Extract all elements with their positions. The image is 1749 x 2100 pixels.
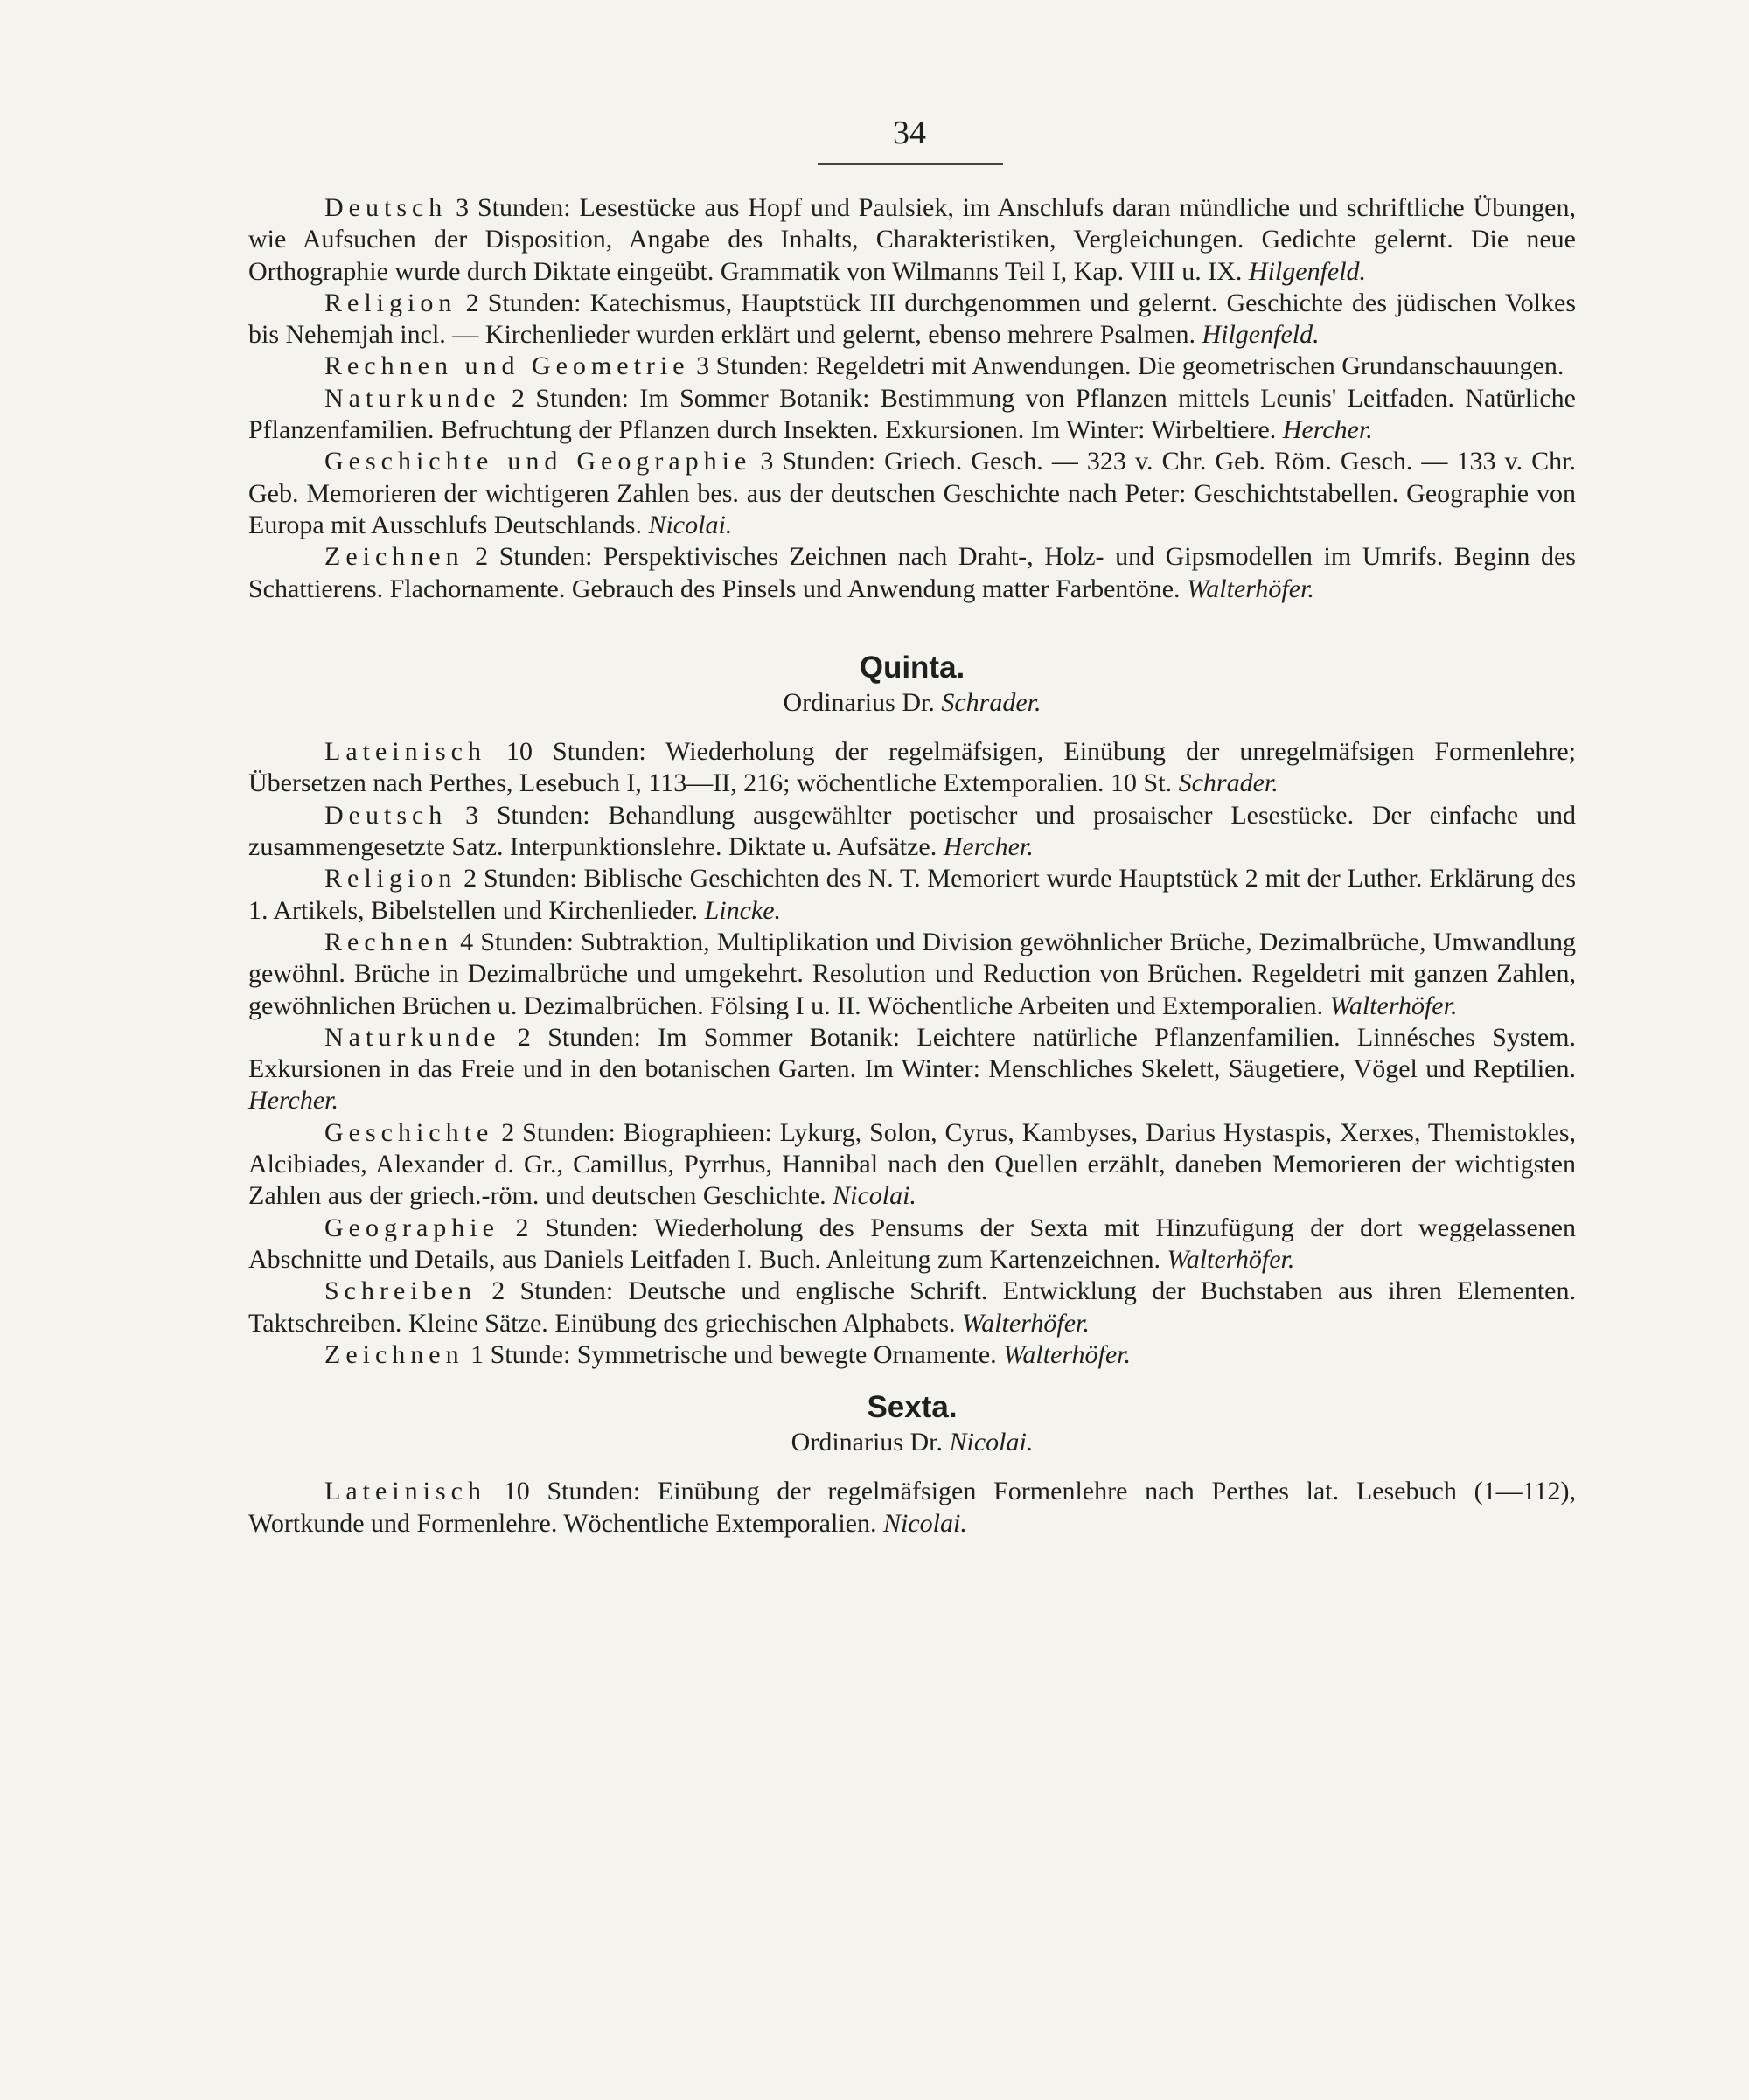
ordinarius-line	[248, 687, 1576, 719]
subject-name: Naturkunde	[324, 1022, 501, 1052]
sexta-entries	[248, 1476, 1576, 1540]
subject-name: Zeichnen	[324, 1339, 464, 1369]
teacher-name: Hilgenfeld.	[1202, 320, 1320, 350]
teacher-name: Walterhöfer.	[1329, 991, 1458, 1020]
curriculum-entry	[248, 1476, 1576, 1540]
entry-text: 4 Stunden: Subtraktion, Multiplikation und Division gewöhnlicher Brüche, Dezimalbrüche, Umwandlung gewöhnl. Brüche in Dezimalbrüche und umgekehrt. Resolution und Reduction von Brüchen. Regeldetri mit ganzen Zahlen, gewöhnlichen Brüchen u. Dezimalbrüchen. Fölsing I u. II. Wöchentliche Arbeiten und Extemporalien.	[248, 927, 1576, 1020]
subject-name: Naturkunde	[324, 383, 501, 413]
curriculum-entry	[248, 351, 1576, 382]
entry-text: 10 Stunden: Einübung der regelmäfsigen Formenlehre nach Perthes lat. Lesebuch (1—112), Wortkunde und Formenlehre. Wöchentliche Extemporalien.	[248, 1477, 1576, 1538]
entry-text: 2 Stunden: Im Sommer Botanik: Leichtere natürliche Pflanzenfamilien. Linnésches System. Exkursionen in das Freie und in den botanischen Garten. Im Winter: Menschliches Skelett, Säugetiere, Vögel und Reptilien.	[248, 1022, 1576, 1084]
subject-name: Geographie	[324, 1213, 499, 1242]
curriculum-entry	[248, 1276, 1576, 1339]
teacher-name: Hercher.	[248, 1086, 339, 1116]
subject-name: Geschichte und Geographie	[324, 447, 752, 476]
section-title: Quinta.	[859, 650, 965, 685]
curriculum-entry	[248, 800, 1576, 864]
entry-text: 3 Stunden: Griech. Gesch. — 323 v. Chr. Geb. Röm. Gesch. — 133 v. Chr. Geb. Memorieren der wichtigeren Zahlen bes. aus der deutschen Geschichte nach Peter: Geschichtstabellen. Geographie von Europa mit Ausschlufs Deutschlands.	[248, 447, 1576, 539]
subject-name: Rechnen und Geometrie	[324, 351, 690, 381]
curriculum-entry	[248, 383, 1576, 447]
subject-name: Geschichte	[324, 1117, 494, 1147]
curriculum-entry	[248, 288, 1576, 351]
entry-text: 1 Stunde: Symmetrische und bewegte Ornamente.	[463, 1339, 1004, 1369]
quinta-entries	[248, 736, 1576, 1371]
ordinarius-name: Schrader.	[941, 687, 1042, 717]
subject-name: Deutsch	[324, 193, 448, 222]
curriculum-entry	[248, 927, 1576, 1022]
entry-text: 2 Stunden: Im Sommer Botanik: Bestimmung von Pflanzen mittels Leunis' Leitfaden. Natürliche Pflanzenfamilien. Befruchtung der Pflanzen durch Insekten. Exkursionen. Im Winter: Wirbeltiere.	[248, 383, 1576, 445]
subject-name: Deutsch	[324, 800, 448, 830]
spacer	[248, 1371, 1576, 1388]
teacher-name: Schrader.	[1178, 768, 1279, 798]
subject-name: Zeichnen	[324, 542, 464, 572]
text-column	[248, 192, 1576, 1540]
subject-name: Lateinisch	[324, 737, 486, 767]
curriculum-entry	[248, 446, 1576, 541]
ordinarius-label: Ordinarius Dr.	[783, 687, 942, 717]
subject-name: Schreiben	[324, 1276, 477, 1306]
entry-text: 2 Stunden: Deutsche und englische Schrift. Entwicklung der Buchstaben aus ihren Elementen. Taktschreiben. Kleine Sätze. Einübung des griechischen Alphabets.	[248, 1276, 1576, 1338]
entry-text: 10 Stunden: Wiederholung der regelmäfsigen, Einübung der unregelmäfsigen Formenlehre; Übersetzen nach Perthes, Lesebuch I, 113—II, 216; wöchentliche Extemporalien. 10 St.	[248, 737, 1576, 798]
ordinarius-label: Ordinarius Dr.	[791, 1428, 950, 1457]
entry-text: 3 Stunden: Behandlung ausgewählter poetischer und prosaischer Lesestücke. Der einfache und zusammengesetzte Satz. Interpunktionslehre. Diktate u. Aufsätze.	[248, 800, 1576, 862]
spacer	[248, 1458, 1576, 1476]
teacher-name: Nicolai.	[833, 1181, 916, 1211]
entry-text: 3 Stunden: Lesestücke aus Hopf und Paulsiek, im Anschlufs daran mündliche und schriftliche Übungen, wie Aufsuchen der Disposition, Angabe des Inhalts, Charakteristiken, Vergleichungen. Gedichte gelernt. Die neue Orthographie wurde durch Diktate eingeübt. Grammatik von Wilmanns Teil I, Kap. VIII u. IX.	[248, 193, 1576, 286]
ordinarius-name: Nicolai.	[949, 1428, 1034, 1457]
section-title: Sexta.	[867, 1390, 958, 1425]
curriculum-entry	[248, 1022, 1576, 1117]
curriculum-entry	[248, 736, 1576, 800]
teacher-name: Walterhöfer.	[962, 1308, 1090, 1338]
curriculum-entry	[248, 192, 1576, 288]
subject-name: Religion	[324, 864, 457, 894]
curriculum-entry	[248, 863, 1576, 927]
teacher-name: Hercher.	[943, 832, 1034, 862]
entry-text: 2 Stunden: Biographieen: Lykurg, Solon, Cyrus, Kambyses, Darius Hystaspis, Xerxes, Themistokles, Alcibiades, Alexander d. Gr., Camillus, Pyrrhus, Hannibal nach den Quellen erzählt, daneben Memorieren der wichtigsten Zahlen aus der griech.-röm. und deutschen Geschichte.	[248, 1117, 1576, 1211]
entry-text: 2 Stunden: Biblische Geschichten des N. T. Memoriert wurde Hauptstück 2 mit der Luther. Erklärung des 1. Artikels, Bibelstellen und Kirchenlieder.	[248, 864, 1576, 925]
teacher-name: Walterhöfer.	[1167, 1244, 1295, 1274]
entry-text: 2 Stunden: Wiederholung des Pensums der Sexta mit Hinzufügung der dort weggelassenen Abschnitte und Details, aus Daniels Leitfaden I. Buch. Anleitung zum Kartenzeichnen.	[248, 1213, 1576, 1274]
page-number: 34	[893, 115, 926, 151]
curriculum-entry	[248, 1339, 1576, 1371]
subject-name: Lateinisch	[324, 1477, 486, 1506]
curriculum-entry	[248, 1213, 1576, 1276]
section-sexta	[248, 1388, 1576, 1540]
subject-name: Rechnen	[324, 927, 453, 956]
section-quinta	[248, 649, 1576, 1371]
teacher-name: Lincke.	[704, 895, 782, 925]
spacer	[248, 605, 1576, 649]
subject-name: Religion	[324, 288, 457, 317]
teacher-name: Nicolai.	[882, 1508, 967, 1538]
teacher-name: Hilgenfeld.	[1248, 256, 1367, 286]
teacher-name: Walterhöfer.	[1003, 1339, 1131, 1369]
entry-text: 3 Stunden: Regeldetri mit Anwendungen. Die geometrischen Grundanschauungen.	[689, 351, 1564, 381]
prior-entries	[248, 192, 1576, 605]
spacer	[248, 719, 1576, 736]
teacher-name: Walterhöfer.	[1187, 574, 1314, 603]
entry-text: 2 Stunden: Perspektivisches Zeichnen nach Draht-, Holz- und Gipsmodellen im Umrifs. Beginn des Schattierens. Flachornamente. Gebrauch des Pinsels und Anwendung matter Farbentöne.	[248, 542, 1576, 603]
page-number-rule	[818, 163, 1003, 165]
teacher-name: Nicolai.	[648, 510, 733, 539]
teacher-name: Hercher.	[1282, 415, 1373, 445]
curriculum-entry	[248, 541, 1576, 605]
entry-text: 2 Stunden: Katechismus, Hauptstück III durchgenommen und gelernt. Geschichte des jüdischen Volkes bis Nehemjah incl. — Kirchenlieder wurden erklärt und gelernt, ebenso mehrere Psalmen.	[248, 288, 1576, 350]
curriculum-entry	[248, 1117, 1576, 1213]
prior-section	[248, 192, 1576, 605]
ordinarius-line	[248, 1427, 1576, 1458]
